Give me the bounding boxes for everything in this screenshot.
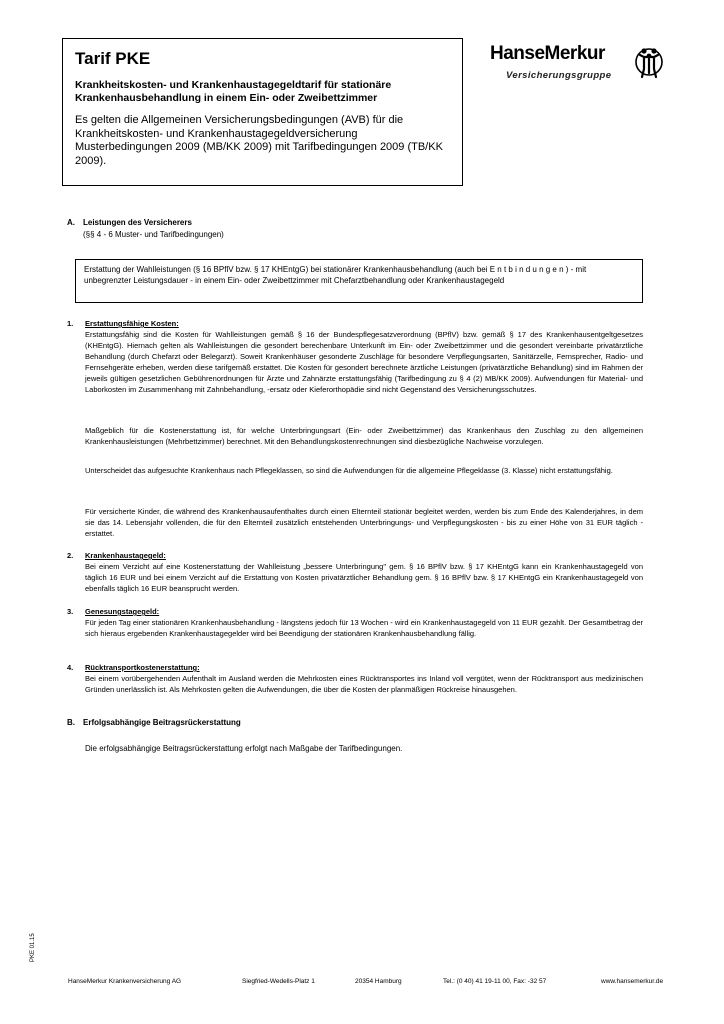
- paragraph: Unterscheidet das aufgesuchte Krankenhaus nach Pflegeklassen, so sind die Aufwendungen für die allgemeine Pflegeklasse (3. Klasse) nicht erstattungsfähig.: [85, 466, 613, 475]
- paragraph: Für versicherte Kinder, die während des Krankenhausaufenthaltes durch einen Elternteil stationär begleitet werden, werden bis zum Ende des Kalenderjahres, in dem sie das 14. Lebensjahr vollenden, die für den Elternteil zusätzlich entstehenden Unterbringungs- und Verpflegungskosten - bis zu einer Höhe von 31 EUR täglich - erstattet.: [85, 507, 643, 538]
- item-number: 1.: [67, 319, 74, 328]
- item-heading: Krankenhaustagegeld:: [85, 551, 166, 560]
- item-body: Bei einem Verzicht auf eine Kostenerstattung der Wahlleistung „bessere Unterbringung" gem. § 16 BPflV bzw. § 17 KHEntgG kann ein Krankenhaustagegeld von täglich 16 EUR und bei einem Verzicht auf die Erstattung von Kosten privatärztlicher Behandlung gem. § 16 BPflV bzw. § 17 KHEntgG ein Krankenhaustagegeld von ebenfalls täglich 16 EUR beansprucht werden.: [85, 562, 643, 593]
- item-heading: Rücktransportkostenerstattung:: [85, 663, 200, 672]
- list-item: [67, 662, 643, 695]
- people-emblem-icon: [635, 43, 663, 81]
- logo-tagline: Versicherungsgruppe: [506, 70, 612, 81]
- page-footer: [0, 978, 724, 992]
- company-logo: [490, 43, 670, 91]
- footer-website-link[interactable]: www.hansemerkur.de: [601, 978, 664, 985]
- item-number: 2.: [67, 551, 74, 560]
- benefit-summary-box: Erstattung der Wahlleistungen (§ 16 BPflV bzw. § 17 KHEntgG) bei stationärer Krankenhausbehandlung (auch bei E n t b i n d u n g e n ) - mit unbegrenzter Leistungsdauer - in einem Ein- oder Zweibettzimmer mit Chefarztbehandlung oder Krankenhaustagegeld: [75, 259, 643, 303]
- list-item: [67, 606, 643, 639]
- tariff-header-box: [62, 38, 463, 186]
- section-a-label: A.: [67, 218, 75, 227]
- footer-phone: Tel.: (0 40) 41 19-11 00, Fax: -32 57: [443, 978, 547, 985]
- section-b-body: Die erfolgsabhängige Beitragsrückerstattung erfolgt nach Maßgabe der Tarifbedingungen.: [85, 744, 403, 753]
- item-number: 3.: [67, 607, 74, 616]
- paragraph: Maßgeblich für die Kostenerstattung ist, für welche Unterbringungsart (Ein- oder Zweibettzimmer) das Krankenhaus den Zuschlag zu den allgemeinen Krankenhausleistungen (Mehrbettzimmer) berechnet. Mit den Behandlungskostenrechnungen sind diesbezügliche Nachweise vorzulegen.: [85, 426, 643, 446]
- item-body: Erstattungsfähig sind die Kosten für Wahlleistungen gemäß § 16 der Bundespflegesatzverordnung (BPflV) bzw. gemäß § 17 des Krankenhausentgeltgesetzes (KHEntgG). Hiernach gelten als Wahlleistungen die gesondert berechenbare Unterkunft im Ein- oder Zweibettzimmer und die gesondert vereinbarte privatärztliche Behandlung (durch Chefarzt oder Belegarzt). Soweit Krankenhäuser gesonderte Zuschläge für besondere Verpflegungsarten, Sanitärzelle, Fernsprecher, Radio- und Fernsehgeräte erheben, werden diese tarifgemäß erstattet. Die Kosten für gesondert berechnete ärztliche Leistungen (privatärztliche Behandlung) sind im Rahmen der jeweils gültigen gesetzlichen Gebührenordnungen für Ärzte und Zahnärzte erstattungsfähig (Tarifbedingung zu § 4 (2) MB/KK 2009). Aufwendungen für Material- und Laborkosten im Zusammenhang mit Zahnbehandlung, -ersatz oder Kieferorthopädie sind nicht Gegenstand des Versicherungsschutzes.: [85, 330, 643, 394]
- footer-street: Siegfried-Wedells-Platz 1: [242, 978, 315, 985]
- footer-company: HanseMerkur Krankenversicherung AG: [68, 978, 182, 985]
- logo-wordmark: HanseMerkur: [490, 43, 605, 64]
- section-b-heading: [67, 718, 467, 730]
- page-title: Tarif PKE: [75, 49, 151, 68]
- document-code: PKE 01.15: [30, 933, 36, 962]
- item-heading: Genesungstagegeld:: [85, 607, 160, 616]
- item-body: Für jeden Tag einer stationären Krankenhausbehandlung - längstens jedoch für 13 Wochen - wird ein Krankenhaustagegeld von 11 EUR gezahlt. Der Gesamtbetrag der sich hieraus ergebenden Krankenhaustagegelder wird bei Beendigung der stationären Krankenhausbehandlung fällig.: [85, 618, 643, 638]
- section-a-heading: [67, 218, 467, 230]
- section-a-subtitle: (§§ 4 - 6 Muster- und Tarifbedingungen): [83, 230, 224, 239]
- list-item: [67, 318, 643, 395]
- item-number: 4.: [67, 663, 74, 672]
- section-b-title: Erfolgsabhängige Beitragsrückerstattung: [83, 718, 241, 727]
- item-heading: Erstattungsfähige Kosten:: [85, 319, 179, 328]
- item-body: Bei einem vorübergehenden Aufenthalt im Ausland werden die Mehrkosten eines Rücktransportes ins Inland voll vergütet, wenn der Rücktransport aus medizinischen Gründen unerlässlich ist. Als Mehrkosten gelten die Aufwendungen, die über die Kosten der planmäßigen Rückreise hinausgehen.: [85, 674, 643, 694]
- section-a-title: Leistungen des Versicherers: [83, 218, 192, 227]
- list-item: [67, 550, 643, 594]
- section-b-label: B.: [67, 718, 75, 727]
- tariff-intro: Es gelten die Allgemeinen Versicherungsbedingungen (AVB) für die Krankheitskosten- und Krankenhaustagegeldversicherung Musterbedingungen 2009 (MB/KK 2009) mit Tarifbedingungen 2009 (TB/KK 2009).: [75, 114, 443, 167]
- tariff-subtitle: Krankheitskosten- und Krankenhaustagegeldtarif für stationäre Krankenhausbehandlung in einem Ein- oder Zweibettzimmer: [75, 79, 392, 104]
- footer-city: 20354 Hamburg: [355, 978, 402, 985]
